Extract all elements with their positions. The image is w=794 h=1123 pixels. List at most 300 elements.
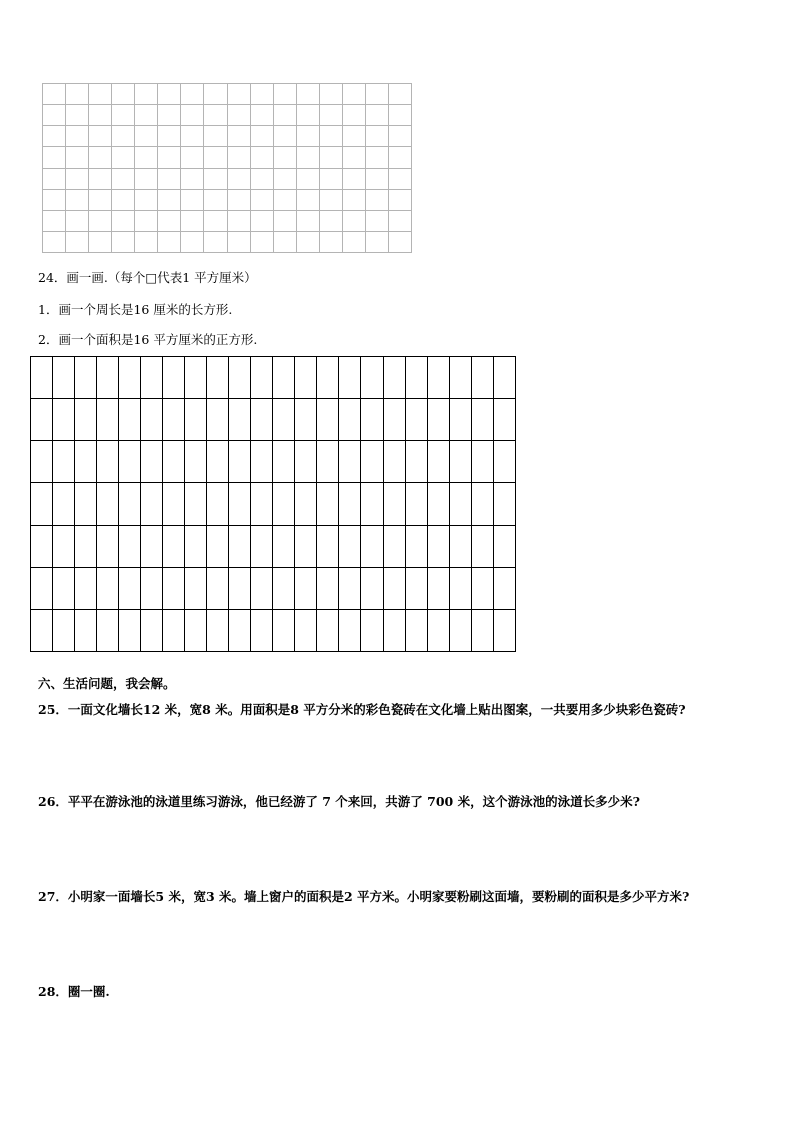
grid-cell: [31, 567, 53, 609]
grid-cell: [207, 609, 229, 651]
grid-cell: [185, 357, 207, 399]
grid-cell: [185, 399, 207, 441]
grid-cell: [471, 357, 493, 399]
grid-cell: [388, 168, 411, 189]
grid-cell: [53, 399, 75, 441]
q24-item-1: 1．画一个周长是16 厘米的长方形.: [38, 302, 233, 317]
grid-cell: [185, 525, 207, 567]
grid-cell: [43, 168, 66, 189]
grid-cell: [388, 84, 411, 105]
grid-cell: [388, 231, 411, 252]
grid-cell: [181, 105, 204, 126]
grid-row: [43, 210, 412, 231]
grid-cell: [207, 399, 229, 441]
grid-cell: [361, 399, 383, 441]
grid-cell: [251, 357, 273, 399]
grid-cell: [158, 189, 181, 210]
grid-row: [31, 525, 516, 567]
grid-cell: [163, 609, 185, 651]
grid-cell: [342, 126, 365, 147]
grid-cell: [296, 126, 319, 147]
grid-cell: [273, 525, 295, 567]
grid-cell: [66, 126, 89, 147]
grid-cell: [53, 357, 75, 399]
grid-cell: [493, 399, 515, 441]
grid-cell: [135, 231, 158, 252]
grid-cell: [273, 147, 296, 168]
grid-cell: [227, 147, 250, 168]
grid-cell: [141, 357, 163, 399]
grid-cell: [119, 609, 141, 651]
grid-cell: [181, 231, 204, 252]
grid-cell: [181, 84, 204, 105]
grid-cell: [427, 567, 449, 609]
grid-cell: [296, 168, 319, 189]
grid-cell: [296, 105, 319, 126]
grid-row: [43, 168, 412, 189]
grid-row: [43, 147, 412, 168]
grid-cell: [342, 168, 365, 189]
grid-cell: [181, 147, 204, 168]
grid-cell: [317, 441, 339, 483]
grid-cell: [342, 105, 365, 126]
grid-cell: [163, 525, 185, 567]
grid-cell: [471, 525, 493, 567]
grid-cell: [66, 105, 89, 126]
grid-cell: [89, 189, 112, 210]
grid-cell: [43, 126, 66, 147]
grid-cell: [317, 609, 339, 651]
grid-cell: [53, 483, 75, 525]
grid-cell: [319, 147, 342, 168]
grid-cell: [319, 231, 342, 252]
grid-cell: [449, 399, 471, 441]
grid-cell: [135, 105, 158, 126]
grid-cell: [388, 147, 411, 168]
grid-cell: [361, 441, 383, 483]
grid-cell: [158, 147, 181, 168]
grid-cell: [250, 189, 273, 210]
grid-cell: [207, 525, 229, 567]
grid-cell: [493, 483, 515, 525]
grid-cell: [204, 231, 227, 252]
grid-cell: [185, 441, 207, 483]
grid-cell: [163, 441, 185, 483]
grid-cell: [227, 168, 250, 189]
grid-cell: [43, 147, 66, 168]
grid-cell: [227, 126, 250, 147]
grid-cell: [97, 483, 119, 525]
q24-title: 24．画一画.（每个□代表1 平方厘米）: [38, 270, 257, 285]
grid-cell: [89, 168, 112, 189]
grid-cell: [383, 357, 405, 399]
grid-cell: [342, 147, 365, 168]
grid-row: [31, 357, 516, 399]
grid-cell: [471, 441, 493, 483]
grid-cell: [449, 609, 471, 651]
grid-cell: [97, 357, 119, 399]
grid-cell: [135, 168, 158, 189]
grid-cell: [296, 189, 319, 210]
grid-cell: [89, 147, 112, 168]
grid-cell: [365, 147, 388, 168]
grid-cell: [250, 168, 273, 189]
grid-cell: [163, 357, 185, 399]
grid-cell: [97, 525, 119, 567]
grid-cell: [207, 441, 229, 483]
grid-cell: [317, 399, 339, 441]
grid-cell: [112, 126, 135, 147]
grid-cell: [227, 105, 250, 126]
grid-cell: [43, 210, 66, 231]
grid-cell: [427, 357, 449, 399]
grid-cell: [89, 126, 112, 147]
grid-cell: [319, 105, 342, 126]
grid-cell: [66, 147, 89, 168]
grid-cell: [66, 168, 89, 189]
grid-cell: [361, 525, 383, 567]
grid-cell: [251, 441, 273, 483]
grid-cell: [158, 168, 181, 189]
grid-cell: [75, 609, 97, 651]
grid-cell: [207, 483, 229, 525]
grid-cell: [361, 609, 383, 651]
grid-cell: [31, 483, 53, 525]
grid-cell: [273, 441, 295, 483]
grid-cell: [295, 399, 317, 441]
grid-cell: [112, 105, 135, 126]
grid-cell: [342, 84, 365, 105]
grid-cell: [75, 483, 97, 525]
grid-row: [43, 126, 412, 147]
grid-cell: [273, 399, 295, 441]
grid-cell: [449, 525, 471, 567]
grid-cell: [273, 189, 296, 210]
grid-cell: [471, 483, 493, 525]
grid-cell: [365, 168, 388, 189]
grid-row: [31, 441, 516, 483]
grid-cell: [163, 399, 185, 441]
grid-cell: [227, 210, 250, 231]
grid-cell: [342, 231, 365, 252]
grid-cell: [339, 483, 361, 525]
grid-cell: [204, 189, 227, 210]
grid-cell: [207, 567, 229, 609]
grid-cell: [53, 441, 75, 483]
grid-cell: [31, 609, 53, 651]
grid-cell: [319, 189, 342, 210]
grid-cell: [112, 189, 135, 210]
grid-cell: [383, 609, 405, 651]
grid-cell: [97, 567, 119, 609]
grid-cell: [250, 126, 273, 147]
grid-cell: [383, 441, 405, 483]
grid-cell: [181, 189, 204, 210]
grid-cell: [295, 609, 317, 651]
grid-cell: [31, 441, 53, 483]
grid-cell: [135, 84, 158, 105]
grid-cell: [112, 84, 135, 105]
grid-cell: [185, 567, 207, 609]
grid-cell: [158, 231, 181, 252]
grid-cell: [342, 189, 365, 210]
grid-cell: [493, 357, 515, 399]
grid-cell: [204, 147, 227, 168]
grid-cell: [97, 441, 119, 483]
grid-row: [31, 609, 516, 651]
grid-cell: [141, 567, 163, 609]
grid-cell: [383, 567, 405, 609]
grid-cell: [319, 84, 342, 105]
grid-cell: [273, 84, 296, 105]
grid-cell: [229, 567, 251, 609]
grid-cell: [251, 483, 273, 525]
grid-cell: [427, 441, 449, 483]
grid-cell: [449, 357, 471, 399]
grid-cell: [66, 84, 89, 105]
grid-cell: [204, 84, 227, 105]
grid-cell: [383, 525, 405, 567]
grid-cell: [141, 483, 163, 525]
grid-cell: [405, 399, 427, 441]
grid-cell: [31, 399, 53, 441]
grid-cell: [112, 231, 135, 252]
grid-cell: [207, 357, 229, 399]
grid-cell: [405, 357, 427, 399]
grid-cell: [66, 189, 89, 210]
grid-cell: [229, 483, 251, 525]
grid-cell: [296, 231, 319, 252]
grid-cell: [361, 567, 383, 609]
grid-cell: [361, 483, 383, 525]
grid-cell: [158, 84, 181, 105]
grid-cell: [273, 567, 295, 609]
grid-row: [43, 105, 412, 126]
grid-cell: [296, 84, 319, 105]
grid-cell: [135, 189, 158, 210]
grid-cell: [89, 84, 112, 105]
grid-cell: [31, 357, 53, 399]
grid-cell: [250, 147, 273, 168]
grid-cell: [204, 210, 227, 231]
grid-cell: [471, 609, 493, 651]
grid-cell: [53, 525, 75, 567]
grid-cell: [319, 168, 342, 189]
grid-cell: [317, 483, 339, 525]
grid-cell: [471, 567, 493, 609]
grid-cell: [119, 441, 141, 483]
grid-cell: [112, 147, 135, 168]
grid-cell: [43, 105, 66, 126]
grid-cell: [273, 483, 295, 525]
grid-cell: [273, 231, 296, 252]
grid-cell: [295, 525, 317, 567]
q24-item-2: 2．画一个面积是16 平方厘米的正方形.: [38, 332, 258, 347]
q25-text: 25．一面文化墙长12 米，宽8 米。用面积是8 平方分米的彩色瓷砖在文化墙上贴出图案，一共要用多少块彩色瓷砖?: [38, 702, 686, 717]
grid-cell: [43, 231, 66, 252]
grid-cell: [365, 189, 388, 210]
grid-cell: [185, 609, 207, 651]
grid-cell: [361, 357, 383, 399]
grid-cell: [158, 210, 181, 231]
grid-cell: [388, 126, 411, 147]
grid-cell: [135, 147, 158, 168]
grid-cell: [449, 567, 471, 609]
grid-cell: [75, 357, 97, 399]
grid-cell: [365, 105, 388, 126]
grid-cell: [405, 609, 427, 651]
grid-cell: [427, 399, 449, 441]
q27-text: 27．小明家一面墙长5 米，宽3 米。墙上窗户的面积是2 平方米。小明家要粉刷这面墙，要粉刷的面积是多少平方米?: [38, 889, 690, 904]
grid-row: [43, 189, 412, 210]
grid-cell: [75, 567, 97, 609]
grid-cell: [273, 609, 295, 651]
grid-cell: [163, 567, 185, 609]
grid-cell: [119, 567, 141, 609]
grid-cell: [75, 441, 97, 483]
grid-cell: [449, 483, 471, 525]
grid-cell: [365, 231, 388, 252]
grid-cell: [493, 525, 515, 567]
grid-cell: [317, 357, 339, 399]
grid-cell: [89, 231, 112, 252]
grid-cell: [135, 126, 158, 147]
grid-cell: [119, 483, 141, 525]
drawing-grid: [30, 356, 516, 652]
grid-cell: [135, 210, 158, 231]
grid-cell: [250, 210, 273, 231]
grid-cell: [251, 567, 273, 609]
grid-cell: [342, 210, 365, 231]
grid-cell: [89, 105, 112, 126]
q26-text: 26．平平在游泳池的泳道里练习游泳，他已经游了 7 个来回，共游了 700 米，这个游泳池的泳道长多少米?: [38, 794, 640, 809]
grid-cell: [365, 126, 388, 147]
grid-cell: [339, 567, 361, 609]
grid-cell: [427, 609, 449, 651]
grid-cell: [427, 483, 449, 525]
grid-cell: [229, 609, 251, 651]
grid-cell: [163, 483, 185, 525]
grid-cell: [317, 567, 339, 609]
grid-cell: [229, 441, 251, 483]
grid-row: [31, 483, 516, 525]
grid-cell: [405, 525, 427, 567]
grid-cell: [273, 168, 296, 189]
grid-cell: [75, 399, 97, 441]
grid-cell: [97, 399, 119, 441]
grid-cell: [66, 210, 89, 231]
grid-cell: [251, 399, 273, 441]
grid-cell: [97, 609, 119, 651]
grid-cell: [89, 210, 112, 231]
top-answer-grid: [42, 83, 412, 253]
grid-cell: [181, 126, 204, 147]
grid-cell: [227, 231, 250, 252]
grid-cell: [250, 84, 273, 105]
grid-cell: [53, 609, 75, 651]
grid-cell: [405, 441, 427, 483]
grid-cell: [119, 399, 141, 441]
grid-cell: [158, 126, 181, 147]
grid-cell: [43, 84, 66, 105]
grid-cell: [185, 483, 207, 525]
grid-cell: [493, 441, 515, 483]
grid-cell: [112, 168, 135, 189]
grid-cell: [141, 609, 163, 651]
grid-cell: [66, 231, 89, 252]
grid-cell: [405, 483, 427, 525]
grid-cell: [339, 357, 361, 399]
grid-cell: [158, 105, 181, 126]
grid-cell: [31, 525, 53, 567]
grid-cell: [229, 525, 251, 567]
grid-cell: [251, 609, 273, 651]
grid-cell: [339, 441, 361, 483]
grid-cell: [273, 357, 295, 399]
grid-row: [43, 84, 412, 105]
grid-cell: [53, 567, 75, 609]
grid-cell: [339, 609, 361, 651]
grid-row: [31, 567, 516, 609]
grid-cell: [295, 441, 317, 483]
grid-cell: [296, 210, 319, 231]
grid-cell: [204, 105, 227, 126]
grid-cell: [251, 525, 273, 567]
grid-cell: [204, 168, 227, 189]
grid-cell: [229, 357, 251, 399]
grid-cell: [273, 210, 296, 231]
grid-cell: [365, 84, 388, 105]
grid-cell: [449, 441, 471, 483]
grid-cell: [471, 399, 493, 441]
grid-cell: [227, 84, 250, 105]
grid-cell: [119, 357, 141, 399]
grid-row: [43, 231, 412, 252]
grid-cell: [388, 189, 411, 210]
grid-cell: [388, 105, 411, 126]
grid-cell: [296, 147, 319, 168]
grid-cell: [317, 525, 339, 567]
grid-cell: [365, 210, 388, 231]
grid-cell: [141, 399, 163, 441]
grid-cell: [273, 126, 296, 147]
grid-cell: [250, 105, 273, 126]
q28-text: 28．圈一圈.: [38, 984, 110, 999]
grid-cell: [141, 441, 163, 483]
grid-cell: [227, 189, 250, 210]
grid-cell: [339, 399, 361, 441]
grid-cell: [405, 567, 427, 609]
grid-cell: [43, 189, 66, 210]
grid-cell: [319, 126, 342, 147]
grid-cell: [295, 567, 317, 609]
section-6-heading: 六、生活问题，我会解。: [38, 676, 176, 691]
grid-cell: [388, 210, 411, 231]
grid-cell: [493, 609, 515, 651]
grid-cell: [493, 567, 515, 609]
grid-cell: [319, 210, 342, 231]
grid-cell: [204, 126, 227, 147]
grid-cell: [273, 105, 296, 126]
grid-cell: [427, 525, 449, 567]
grid-cell: [383, 399, 405, 441]
grid-cell: [112, 210, 135, 231]
grid-cell: [181, 210, 204, 231]
grid-cell: [339, 525, 361, 567]
grid-cell: [295, 357, 317, 399]
grid-cell: [229, 399, 251, 441]
grid-row: [31, 399, 516, 441]
